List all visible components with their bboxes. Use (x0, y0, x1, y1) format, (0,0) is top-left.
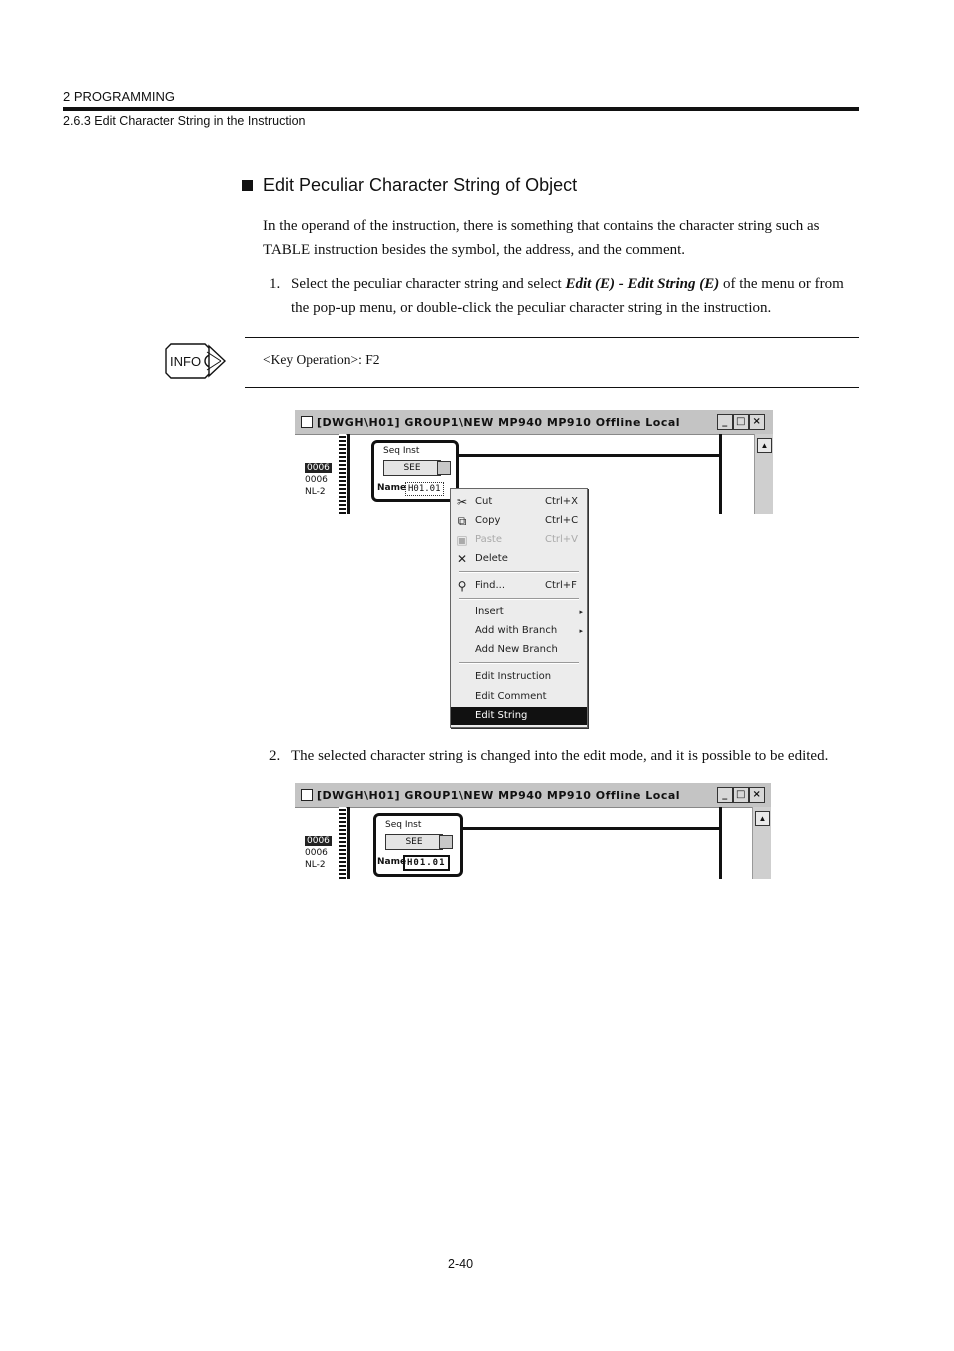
menu-item-label: Edit Instruction (475, 671, 552, 682)
step-number-selected[interactable]: 0006 (307, 836, 330, 846)
step-2-number: 2. (269, 748, 281, 764)
menu-item-label: Cut (475, 496, 493, 507)
menu-item-edit-instruction[interactable] (451, 668, 587, 686)
menu-item-paste (451, 531, 587, 549)
page-number: 2-40 (448, 1257, 474, 1271)
section-heading-text: Edit Peculiar Character String of Object (263, 175, 578, 195)
menu-item-label: Edit Comment (475, 691, 547, 702)
header-rule (63, 107, 859, 111)
window-title: [DWGH\H01] GROUP1\NEW MP940 MP910 Offline Local (317, 416, 681, 429)
vertical-scrollbar[interactable] (754, 434, 773, 514)
window-title: [DWGH\H01] GROUP1\NEW MP940 MP910 Offline Local (317, 789, 681, 802)
step-labels (305, 462, 332, 498)
scroll-up-icon[interactable]: ▲ (757, 438, 772, 453)
menu-item-shortcut: Ctrl+V (545, 534, 579, 545)
section-heading (242, 175, 577, 196)
nest-level: NL-2 (305, 860, 326, 870)
menu-separator (459, 598, 579, 600)
svg-text:INFO: INFO (170, 354, 202, 369)
step-number: 0006 (305, 848, 328, 858)
step-1-emphasis: Edit (E) - Edit String (E) (565, 276, 720, 292)
menu-item-insert[interactable] (451, 603, 587, 621)
menu-item-label: Add New Branch (475, 644, 558, 655)
left-power-rail (339, 807, 346, 879)
name-label: Name (377, 483, 407, 493)
step-1-text-before: Select the peculiar character string and select (291, 276, 566, 292)
instruction-title: Seq Inst (383, 446, 420, 456)
bullet-square-icon (242, 180, 253, 191)
menu-item-find[interactable] (451, 577, 587, 595)
system-menu-icon[interactable] (301, 416, 313, 428)
name-value[interactable]: H01.01 (405, 482, 444, 496)
maximize-icon[interactable]: □ (733, 787, 749, 803)
menu-item-label: Copy (475, 515, 501, 526)
step-number-selected[interactable]: 0006 (307, 463, 330, 473)
step-number: 0006 (305, 475, 328, 485)
step-2 (263, 744, 883, 768)
menu-separator (459, 662, 579, 664)
binoculars-icon: ⚲ (457, 579, 467, 593)
menu-item-label: Delete (475, 553, 508, 564)
window-titlebar (295, 783, 771, 808)
chapter-header: 2 PROGRAMMING (63, 89, 175, 104)
step-2-text: The selected character string is changed into the edit mode, and it is possible to be edited. (291, 748, 829, 764)
minimize-icon[interactable]: _ (717, 787, 733, 803)
left-power-rail (339, 434, 346, 514)
menu-item-cut[interactable] (451, 493, 587, 511)
nest-level: NL-2 (305, 487, 326, 497)
system-menu-icon[interactable] (301, 789, 313, 801)
submenu-arrow-icon: ▸ (579, 627, 583, 635)
menu-item-label: Paste (475, 534, 502, 545)
rung-line (461, 827, 720, 830)
instruction-dropdown-icon[interactable] (437, 461, 451, 475)
section-header: 2.6.3 Edit Character String in the Instruction (63, 114, 306, 128)
window-titlebar (295, 410, 773, 435)
rung-line (455, 454, 720, 457)
menu-separator (459, 571, 579, 573)
right-power-rail (719, 807, 722, 879)
vertical-scrollbar[interactable] (752, 807, 771, 879)
ladder-window-screenshot-2 (295, 783, 771, 879)
right-power-rail (719, 434, 722, 514)
delete-icon: ✕ (456, 552, 468, 566)
name-value-edit-field[interactable]: H01.01 (403, 855, 450, 871)
instruction-title: Seq Inst (385, 820, 422, 830)
step-1 (263, 272, 859, 320)
intro-paragraph: In the operand of the instruction, there is something that contains the character string such as TABLE instruction besides the symbol, the address, and the comment. (263, 218, 820, 258)
menu-item-shortcut: Ctrl+X (545, 496, 579, 507)
menu-item-add-with-branch[interactable] (451, 622, 587, 640)
menu-item-edit-comment[interactable] (451, 688, 587, 706)
step-1-number: 1. (269, 276, 281, 292)
menu-item-copy[interactable] (451, 512, 587, 530)
info-rule-top (245, 337, 859, 338)
submenu-arrow-icon: ▸ (579, 608, 583, 616)
info-badge-icon (165, 342, 229, 385)
scroll-up-icon[interactable]: ▲ (755, 811, 770, 826)
menu-item-label: Edit String (475, 710, 528, 721)
menu-item-shortcut: Ctrl+C (545, 515, 579, 526)
close-icon[interactable]: × (749, 787, 765, 803)
close-icon[interactable]: × (749, 414, 765, 430)
left-rail-line (347, 807, 350, 879)
minimize-icon[interactable]: _ (717, 414, 733, 430)
menu-item-add-new-branch[interactable] (451, 641, 587, 659)
menu-item-edit-string[interactable] (451, 707, 587, 725)
maximize-icon[interactable]: □ (733, 414, 749, 430)
instruction-name[interactable]: SEE (385, 834, 443, 850)
paste-icon: ▣ (456, 533, 468, 547)
name-label: Name (377, 857, 407, 867)
menu-item-label: Find... (475, 580, 506, 591)
menu-item-label: Insert (475, 606, 504, 617)
menu-item-shortcut: Ctrl+F (545, 580, 577, 591)
menu-item-delete[interactable] (451, 550, 587, 568)
step-labels (305, 835, 332, 871)
step-1-text-after: of the menu or from the pop-up menu, or double-click the peculiar character string in the instruction. (291, 276, 844, 316)
info-rule-bottom (245, 387, 859, 388)
copy-icon: ⧉ (457, 514, 467, 528)
context-menu (450, 488, 588, 728)
instruction-dropdown-icon[interactable] (439, 835, 453, 849)
info-text: <Key Operation>: F2 (263, 352, 380, 367)
instruction-name[interactable]: SEE (383, 460, 441, 476)
scissors-icon: ✂ (456, 495, 468, 509)
left-rail-line (347, 434, 350, 514)
step-1-text (291, 272, 859, 320)
menu-item-label: Add with Branch (475, 625, 558, 636)
